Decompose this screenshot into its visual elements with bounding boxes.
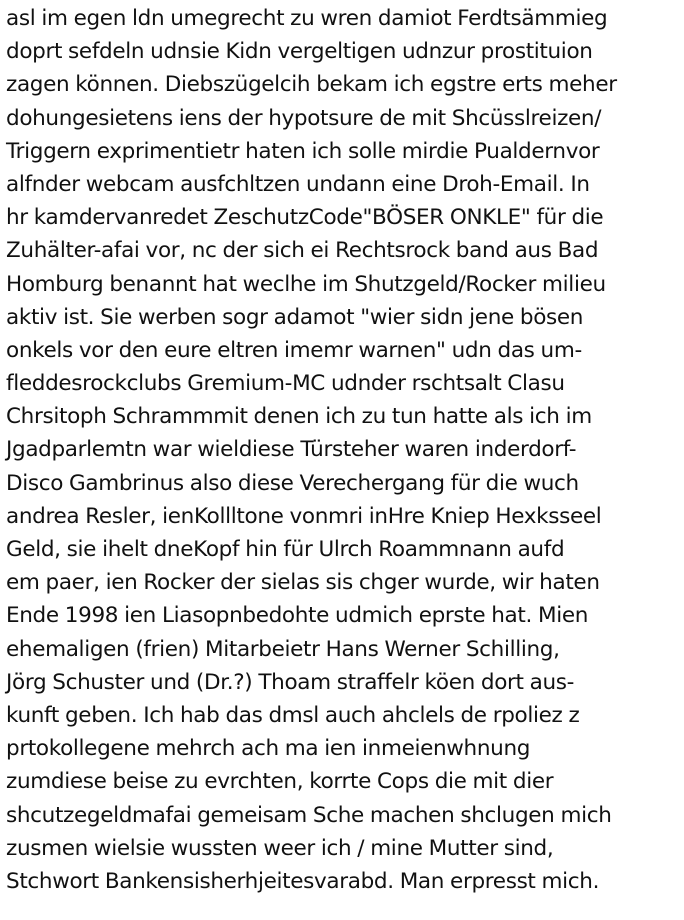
- text-line: aktiv ist. Sie werben sogr adamot "wier sidn jene bösen: [6, 304, 584, 330]
- text-line: Zuhälter-afai vor, nc der sich ei Rechtsrock band aus Bad: [6, 238, 599, 264]
- text-line: fleddesrockclubs Gremium-MC udnder rschtsalt Clasu: [6, 371, 565, 397]
- text-line: Homburg benannt hat weclhe im Shutzgeld/Rocker milieu: [6, 271, 606, 297]
- text-line: asl im egen ldn umegrecht zu wren damiot Ferdtsämmieg: [6, 6, 608, 31]
- text-line: prtokollegene mehrch ach ma ien inmeienwhnung: [6, 736, 531, 762]
- text-line: onkels vor den eure eltren imemr warnen" udn das um-: [6, 337, 582, 363]
- text-line: doprt sefdeln udnsie Kidn vergeltigen udnzur prostituion: [6, 39, 593, 65]
- text-line: Geld, sie ihelt dneKopf hin für Ulrch Roammnann aufd: [6, 537, 565, 562]
- text-line: dohungesietens iens der hypotsure de mit Shcüsslreizen/: [6, 105, 602, 131]
- text-line: zusmen wielsie wussten weer ich / mine Mutter sind,: [6, 835, 554, 861]
- text-line: alfnder webcam ausfchltzen undann eine Droh-Email. In: [6, 171, 590, 197]
- text-line: Chrsitoph Schrammmit denen ich zu tun hatte als ich im: [6, 404, 592, 430]
- text-line: andrea Resler, ienKollltone vonmri inHre Kniep Hexksseel: [6, 503, 602, 529]
- document-page: [6, 2, 682, 898]
- text-line: Triggern exprimentietr haten ich solle mirdie Pualdernvor: [6, 138, 600, 164]
- text-line: Stchwort Bankensisherhjeitesvarabd. Man erpresst mich.: [6, 868, 600, 894]
- text-line: ehemaligen (frien) Mitarbeietr Hans Werner Schilling,: [6, 636, 560, 662]
- text-line: Ende 1998 ien Liasopnbedohte udmich eprste hat. Mien: [6, 603, 589, 629]
- text-line: kunft geben. Ich hab das dmsl auch ahclels de rpoliez z: [6, 702, 580, 728]
- text-line: Jörg Schuster und (Dr.?) Thoam straffelr köen dort aus-: [6, 669, 575, 695]
- text-line: zagen können. Diebszügelcih bekam ich egstre erts meher: [6, 72, 617, 98]
- text-line: em paer, ien Rocker der sielas sis chger wurde, wir haten: [6, 570, 600, 596]
- text-line: zumdiese beise zu evrchten, korrte Cops die mit dier: [6, 769, 554, 795]
- text-line: shcutzegeldmafai gemeisam Sche machen shclugen mich: [6, 802, 612, 828]
- text-line: Disco Gambrinus also diese Verechergang für die wuch: [6, 470, 579, 496]
- text-line: Jgadparlemtn war wieldiese Türsteher waren inderdorf-: [6, 437, 577, 463]
- body-text: [6, 2, 682, 898]
- text-line: hr kamdervanredet ZeschutzCode"BÖSER ONKLE" für die: [6, 205, 604, 231]
